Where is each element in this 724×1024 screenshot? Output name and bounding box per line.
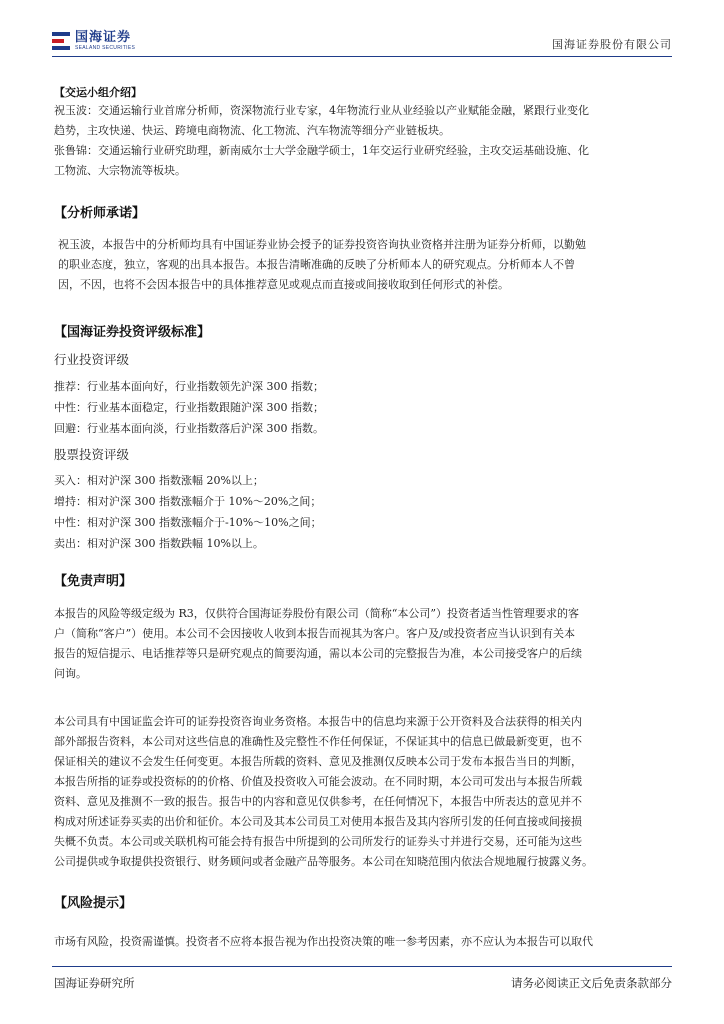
disclaimer-line: 报告的短信提示、电话推荐等只是研究观点的简要沟通，需以本公司的完整报告为准，本公司接受客户的后续 <box>54 647 582 660</box>
industry-rating-list <box>54 376 324 439</box>
header-company-name: 国海证券股份有限公司 <box>552 38 672 51</box>
risk-section-title: 【风险提示】 <box>54 896 133 911</box>
logo-cn-text: 国海证券 <box>75 30 132 45</box>
team-section-title: 【交运小组介绍】 <box>54 86 142 99</box>
industry-rating-item: 推荐：行业基本面向好，行业指数领先沪深 300 指数； <box>54 380 324 393</box>
stock-rating-item: 卖出：相对沪深 300 指数跌幅 10%以上。 <box>54 537 264 550</box>
stock-rating-item: 买入：相对沪深 300 指数涨幅 20%以上； <box>54 474 264 487</box>
commitment-line: 的职业态度，独立，客观的出具本报告。本报告清晰准确的反映了分析师本人的研究观点。分析师本人不曾 <box>58 258 575 271</box>
disclaimer-paragraph-2 <box>54 712 670 872</box>
stock-rating-item: 增持：相对沪深 300 指数涨幅介于 10%～20%之间； <box>54 495 322 508</box>
risk-text <box>54 932 670 952</box>
industry-rating-heading: 行业投资评级 <box>54 352 130 367</box>
logo-en-text: SEALAND SECURITIES <box>75 45 136 51</box>
disclaimer-section-title: 【免责声明】 <box>54 574 133 589</box>
disclaimer-line: 问询。 <box>54 667 87 680</box>
commitment-line: 祝玉波，本报告中的分析师均具有中国证券业协会授予的证券投资咨询执业资格并注册为证券分析师，以勤勉 <box>58 238 586 251</box>
footer-divider <box>52 966 672 967</box>
page-header <box>52 26 672 56</box>
disclaimer-line: 保证相关的建议不会发生任何变更。本报告所载的资料、意见及推测仅反映本公司于发布本报告当日的判断， <box>54 755 582 768</box>
disclaimer-line: 本公司具有中国证监会许可的证券投资咨询业务资格。本报告中的信息均来源于公开资料及合法获得的相关内 <box>54 715 582 728</box>
team-line: 工物流、大宗物流等板块。 <box>54 164 186 177</box>
stock-rating-list <box>54 470 322 554</box>
company-logo <box>52 30 135 52</box>
commitment-line: 因，不因，也将不会因本报告中的具体推荐意见或观点而直接或间接收取到任何形式的补偿。 <box>58 278 509 291</box>
commitment-text <box>58 235 670 295</box>
stock-rating-item: 中性：相对沪深 300 指数涨幅介于-10%～10%之间； <box>54 516 322 529</box>
team-intro-text <box>54 101 670 181</box>
logo-mark-icon <box>52 32 70 50</box>
disclaimer-line: 失概不负责。本公司或关联机构可能会持有报告中所提到的公司所发行的证券头寸并进行交易，还可能为这些 <box>54 835 582 848</box>
rating-section-title: 【国海证券投资评级标准】 <box>54 325 211 340</box>
disclaimer-line: 本报告的风险等级定级为 R3，仅供符合国海证券股份有限公司（简称“本公司”）投资者适当性管理要求的客 <box>54 607 580 620</box>
footer-notice: 请务必阅读正文后免责条款部分 <box>511 976 672 990</box>
team-line: 祝玉波：交通运输行业首席分析师，资深物流行业专家，4年物流行业从业经验以产业赋能金融，紧跟行业变化 <box>54 104 589 117</box>
team-line: 趋势，主攻快递、快运、跨境电商物流、化工物流、汽车物流等细分产业链板块。 <box>54 124 450 137</box>
risk-line: 市场有风险，投资需谨慎。投资者不应将本报告视为作出投资决策的唯一参考因素，亦不应认为本报告可以取代 <box>54 935 593 948</box>
disclaimer-line: 部外部报告资料，本公司对这些信息的准确性及完整性不作任何保证，不保证其中的信息已做最新变更，也不 <box>54 735 582 748</box>
disclaimer-line: 本报告所指的证券或投资标的的价格、价值及投资收入可能会波动。在不同时期，本公司可发出与本报告所载 <box>54 775 582 788</box>
disclaimer-line: 公司提供或争取提供投资银行、财务顾问或者金融产品等服务。本公司在知晓范围内依法合规地履行披露义务。 <box>54 855 593 868</box>
industry-rating-item: 中性：行业基本面稳定，行业指数跟随沪深 300 指数； <box>54 401 324 414</box>
commitment-section-title: 【分析师承诺】 <box>54 206 146 221</box>
stock-rating-heading: 股票投资评级 <box>54 447 130 462</box>
disclaimer-paragraph-1 <box>54 604 670 684</box>
disclaimer-line: 资料、意见及推测不一致的报告。报告中的内容和意见仅供参考，在任何情况下，本报告中所表达的意见并不 <box>54 795 582 808</box>
footer-institute: 国海证券研究所 <box>54 976 135 990</box>
team-line: 张鲁锦：交通运输行业研究助理，新南威尔士大学金融学硕士，1年交运行业研究经验，主攻交运基础设施、化 <box>54 144 589 157</box>
disclaimer-line: 户（简称“客户”）使用。本公司不会因接收人收到本报告而视其为客户。客户及/或投资者应当认识到有关本 <box>54 627 575 640</box>
industry-rating-item: 回避：行业基本面向淡，行业指数落后沪深 300 指数。 <box>54 422 324 435</box>
disclaimer-line: 构成对所述证券买卖的出价和征价。本公司及其本公司员工对使用本报告及其内容所引发的任何直接或间接损 <box>54 815 582 828</box>
header-divider <box>52 56 672 57</box>
